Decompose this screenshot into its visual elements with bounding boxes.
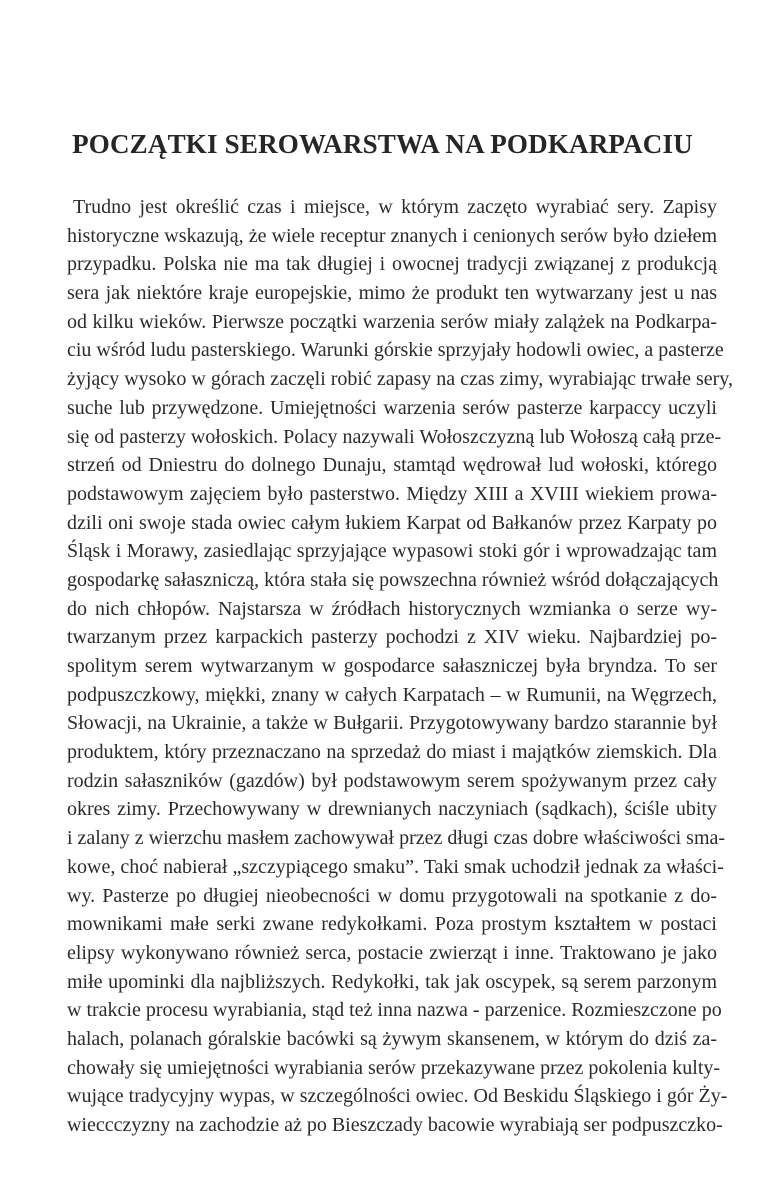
text-line: halach, polanach góralskie bacówki są żywym skansenem, w którym do dziś za- [67,1027,717,1050]
text-line: i zalany z wierzchu masłem zachowywał przez długi czas dobre właściwości sma- [67,827,726,850]
text-line: twarzanym przez karpackich pasterzy pochodzi z XIV wieku. Najbardziej po- [67,626,717,649]
text-line: od kilku wieków. Pierwsze początki warzenia serów miały zalążek na Podkarpa- [67,310,717,333]
text-line: strzeń od Dniestru do dolnego Dunaju, stamtąd wędrował lud wołoski, którego [67,454,717,477]
text-line: okres zimy. Przechowywany w drewnianych naczyniach (sądkach), ściśle ubity [67,798,717,821]
text-line: dzili oni swoje stada owiec całym łukiem Karpat od Bałkanów przez Karpaty po [67,511,717,534]
text-line: spolitym serem wytwarzanym w gospodarce sałaszniczej była bryndza. To ser [67,655,717,677]
body-paragraph [67,193,733,1140]
text-line: mownikami małe serki zwane redykołkami. Poza prostym kształtem w postaci [67,913,717,936]
text-line: w trakcie procesu wyrabiania, stąd też inna nazwa - parzenice. Rozmieszczone po [67,999,722,1022]
text-line: miłe upominki dla najbliższych. Redykołki, tak jak oscypek, są serem parzonym [67,970,717,993]
text-line: żyjący wysoko w górach zaczęli robić zapasy na czas zimy, wyrabiając trwałe sery, [67,368,733,391]
text-line: podstawowym zajęciem było pasterstwo. Między XIII a XVIII wiekiem prowa- [67,482,717,505]
text-line: Śląsk i Morawy, zasiedlając sprzyjające wypasowi stoki gór i wprowadzając tam [67,540,717,563]
text-line: się od pasterzy wołoskich. Polacy nazywali Wołoszczyzną lub Wołoszą całą prze- [67,425,722,448]
text-line: wy. Pasterze po długiej nieobecności w domu przygotowali na spotkanie z do- [67,884,717,907]
text-line: wujące tradycyjny wypas, w szczególności owiec. Od Beskidu Śląskiego i gór Ży- [67,1085,728,1108]
text-line: Trudno jest określić czas i miejsce, w którym zaczęto wyrabiać sery. Zapisy [73,196,717,218]
text-line: Słowacji, na Ukrainie, a także w Bułgarii. Przygotowywany bardzo starannie był [67,712,717,735]
text-line: gospodarkę sałaszniczą, która stała się powszechna również wśród dołączających [67,568,719,591]
text-line: wieccczyzny na zachodzie aż po Bieszczady bacowie wyrabiają ser podpuszczko- [67,1114,723,1136]
text-line: kowe, choć nabierał „szczypiącego smaku”. Taki smak uchodził jednak za właści- [67,855,724,878]
chapter-title: POCZĄTKI SEROWARSTWA NA PODKARPACIU [72,129,693,159]
text-line: przypadku. Polska nie ma tak długiej i owocnej tradycji związanej z produkcją [67,253,717,276]
text-line: historyczne wskazują, że wiele receptur znanych i cenionych serów było dziełem [67,224,717,247]
text-line: ciu wśród ludu pasterskiego. Warunki górskie sprzyjały hodowli owiec, a pasterze [67,339,724,362]
text-line: sera jak niektóre kraje europejskie, mimo że produkt ten wytwarzany jest u nas [67,282,717,305]
text-line: podpuszczkowy, miękki, znany w całych Karpatach – w Rumunii, na Węgrzech, [67,683,717,706]
text-line: suche lub przywędzone. Umiejętności warzenia serów pasterze karpaccy uczyli [67,396,717,419]
text-line: rodzin sałaszników (gazdów) był podstawowym serem spożywanym przez cały [67,769,717,792]
text-line: chowały się umiejętności wyrabiania serów przekazywane przez pokolenia kulty- [67,1056,721,1079]
text-line: elipsy wykonywano również serca, postacie zwierząt i inne. Traktowano je jako [67,941,717,964]
text-line: produktem, który przeznaczano na sprzedaż do miast i majątków ziemskich. Dla [67,741,717,764]
text-line: do nich chłopów. Najstarsza w źródłach historycznych wzmianka o serze wy- [67,597,717,620]
